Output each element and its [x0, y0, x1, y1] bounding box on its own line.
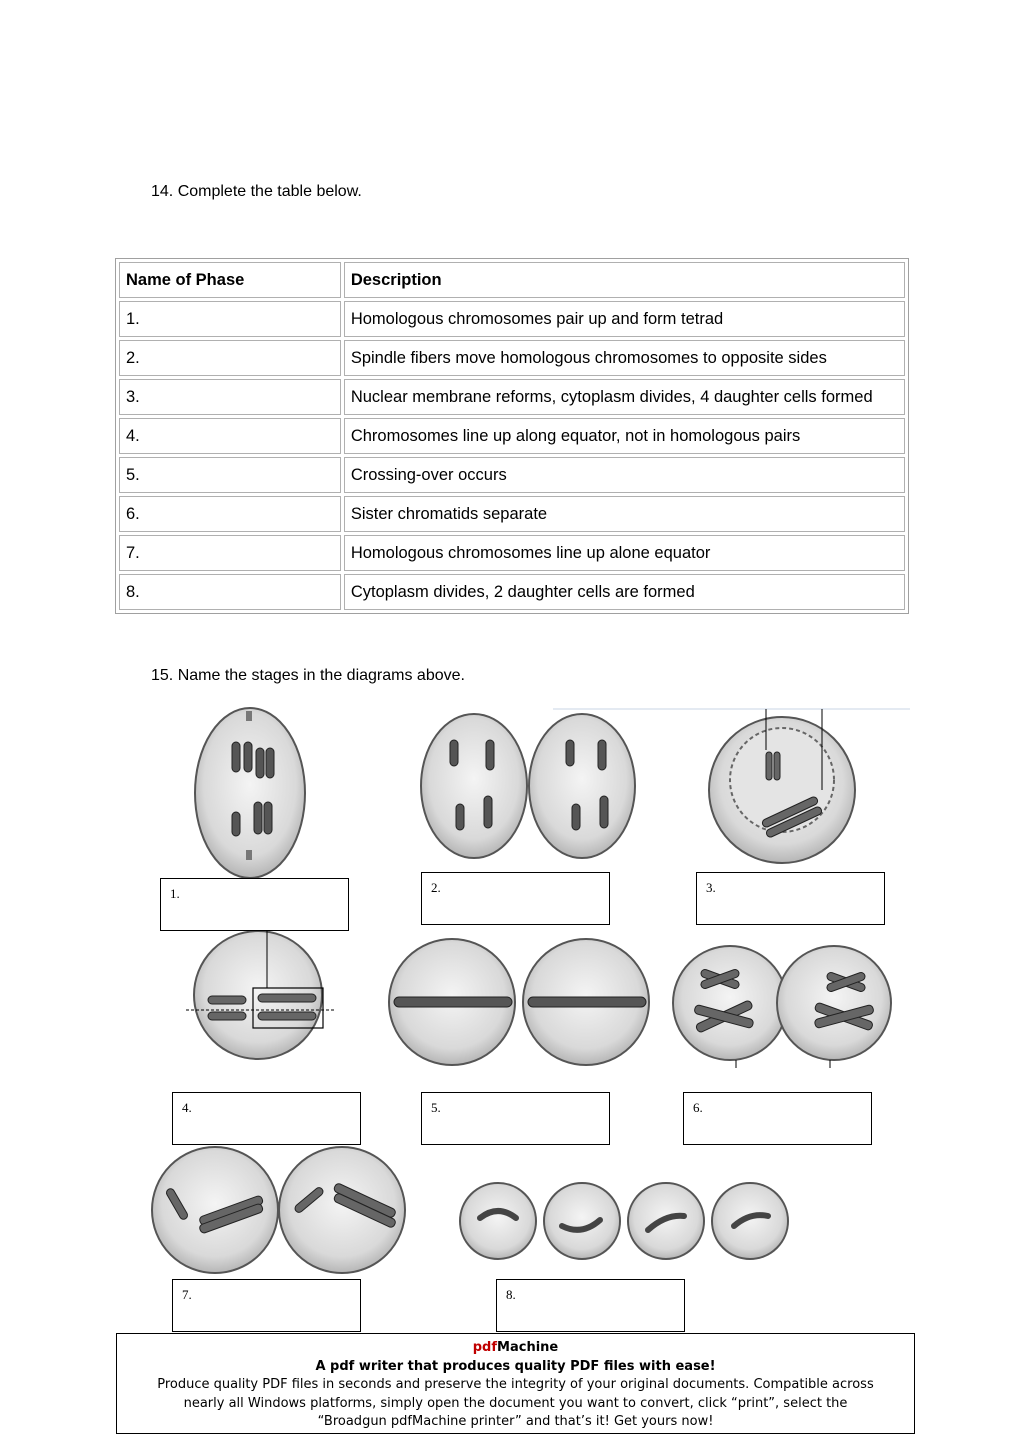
cell-diagram-1	[195, 708, 305, 878]
answer-box-5[interactable]	[421, 1092, 610, 1145]
cell-diagram-5	[389, 939, 649, 1065]
question-15: 15. Name the stages in the diagrams above.	[151, 667, 465, 684]
answer-box-2[interactable]	[421, 872, 610, 925]
phase-description: Spindle fibers move homologous chromosomes to opposite sides	[344, 340, 905, 376]
header-name-of-phase: Name of Phase	[119, 262, 341, 298]
brand-pdf: pdf	[472, 1340, 498, 1355]
footer-brand	[117, 1339, 914, 1358]
phase-number: 2.	[119, 340, 341, 376]
footer-line-3: “Broadgun pdfMachine printer” and that’s it! Get yours now!	[317, 1414, 714, 1429]
phase-description: Crossing-over occurs	[344, 457, 905, 493]
phase-description: Sister chromatids separate	[344, 496, 905, 532]
footer-tagline: A pdf writer that produces quality PDF files with ease!	[315, 1358, 716, 1374]
phase-number: 3.	[119, 379, 341, 415]
answer-box-8[interactable]	[496, 1279, 685, 1332]
cell-diagram-4	[186, 930, 336, 1059]
answer-box-number: 4.	[182, 1100, 192, 1115]
answer-box-number: 1.	[170, 886, 180, 901]
answer-box-7[interactable]	[172, 1279, 361, 1332]
answer-box-1[interactable]	[160, 878, 349, 931]
answer-box-number: 3.	[706, 880, 716, 895]
phase-number: 4.	[119, 418, 341, 454]
phase-number: 8.	[119, 574, 341, 610]
answer-box-4[interactable]	[172, 1092, 361, 1145]
answer-box-number: 8.	[506, 1287, 516, 1302]
footer-line-1: Produce quality PDF files in seconds and preserve the integrity of your original documents. Compatible across	[157, 1377, 874, 1392]
pdfmachine-footer	[116, 1333, 915, 1434]
phase-number: 1.	[119, 301, 341, 337]
cell-diagram-7	[152, 1147, 405, 1273]
header-description: Description	[344, 262, 905, 298]
answer-box-number: 6.	[693, 1100, 703, 1115]
answer-box-number: 2.	[431, 880, 441, 895]
brand-machine: Machine	[497, 1340, 559, 1355]
phase-description: Homologous chromosomes line up alone equator	[344, 535, 905, 571]
answer-box-3[interactable]	[696, 872, 885, 925]
cell-diagram-2	[421, 714, 635, 858]
answer-box-number: 5.	[431, 1100, 441, 1115]
cell-diagram-6	[673, 946, 891, 1068]
phase-description: Homologous chromosomes pair up and form tetrad	[344, 301, 905, 337]
question-14: 14. Complete the table below.	[151, 183, 362, 200]
answer-box-number: 7.	[182, 1287, 192, 1302]
phase-number: 5.	[119, 457, 341, 493]
phase-number: 7.	[119, 535, 341, 571]
phase-description: Nuclear membrane reforms, cytoplasm divides, 4 daughter cells formed	[344, 379, 905, 415]
footer-line-2: nearly all Windows platforms, simply open the document you want to convert, click “print”, select the	[183, 1395, 848, 1411]
phase-description: Chromosomes line up along equator, not in homologous pairs	[344, 418, 905, 454]
cell-diagram-3	[709, 709, 855, 863]
cell-diagram-8	[460, 1183, 788, 1259]
phase-number: 6.	[119, 496, 341, 532]
answer-box-6[interactable]	[683, 1092, 872, 1145]
phase-description: Cytoplasm divides, 2 daughter cells are formed	[344, 574, 905, 610]
